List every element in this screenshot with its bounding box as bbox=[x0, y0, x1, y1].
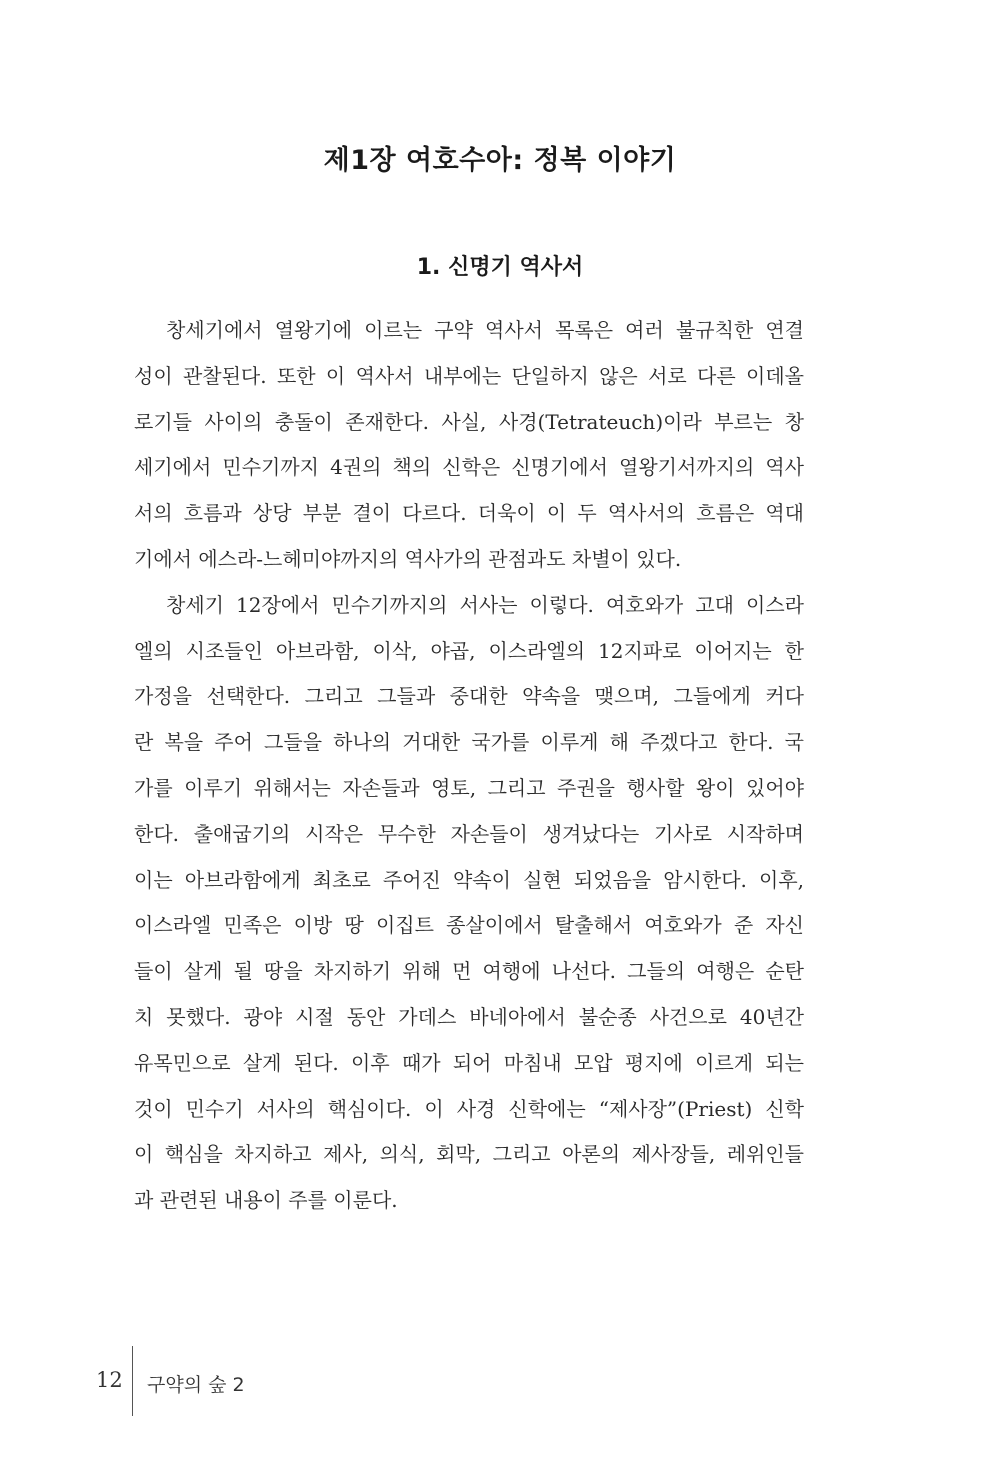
text-line: 기에서 에스라-느헤미야까지의 역사가의 관점과도 차별이 있다. bbox=[134, 546, 682, 571]
text-line: 유목민으로 살게 된다. 이후 때가 되어 마침내 모압 평지에 이르게 되는 bbox=[134, 1050, 804, 1075]
body-text bbox=[134, 308, 804, 1224]
text-line: 성이 관찰된다. 또한 이 역사서 내부에는 단일하지 않은 서로 다른 이데올 bbox=[134, 363, 804, 388]
page-number: 12 bbox=[96, 1368, 123, 1392]
text-line: 창세기에서 열왕기에 이르는 구약 역사서 목록은 여러 불규칙한 연결 bbox=[166, 318, 804, 342]
text-line: 한다. 출애굽기의 시작은 무수한 자손들이 생겨났다는 기사로 시작하며 bbox=[134, 821, 804, 846]
page-footer bbox=[96, 1346, 245, 1416]
text-line: 치 못했다. 광야 시절 동안 가데스 바네아에서 불순종 사건으로 40년간 bbox=[134, 1004, 804, 1029]
text-line: 가정을 선택한다. 그리고 그들과 중대한 약속을 맺으며, 그들에게 커다 bbox=[134, 684, 804, 709]
text-line: 이 핵심을 차지하고 제사, 의식, 회막, 그리고 아론의 제사장들, 레위인들 bbox=[134, 1142, 804, 1167]
section-title: 1. 신명기 역사서 bbox=[416, 255, 584, 280]
text-line: 들이 살게 될 땅을 차지하기 위해 먼 여행에 나선다. 그들의 여행은 순탄 bbox=[134, 959, 804, 984]
text-line: 로기들 사이의 충돌이 존재한다. 사실, 사경(Tetrateuch)이라 부르는 창 bbox=[134, 409, 804, 434]
text-line: 세기에서 민수기까지 4권의 책의 신학은 신명기에서 열왕기서까지의 역사 bbox=[134, 455, 804, 480]
text-line: 이스라엘 민족은 이방 땅 이집트 종살이에서 탈출해서 여호와가 준 자신 bbox=[134, 913, 804, 938]
paragraph bbox=[134, 308, 804, 583]
text-line: 이는 아브라함에게 최초로 주어진 약속이 실현 되었음을 암시한다. 이후, bbox=[134, 867, 804, 892]
paragraph bbox=[134, 583, 804, 1224]
text-line: 서의 흐름과 상당 부분 결이 다르다. 더욱이 이 두 역사서의 흐름은 역대 bbox=[134, 501, 804, 526]
text-line: 란 복을 주어 그들을 하나의 거대한 국가를 이루게 해 주겠다고 한다. 국 bbox=[134, 730, 804, 755]
text-line: 것이 민수기 서사의 핵심이다. 이 사경 신학에는 “제사장”(Priest) 신학 bbox=[134, 1096, 804, 1121]
text-line: 가를 이루기 위해서는 자손들과 영토, 그리고 주권을 행사할 왕이 있어야 bbox=[134, 775, 804, 800]
book-title: 구약의 숲 2 bbox=[147, 1374, 245, 1396]
text-line: 엘의 시조들인 아브라함, 이삭, 야곱, 이스라엘의 12지파로 이어지는 한 bbox=[134, 638, 804, 663]
text-line: 창세기 12장에서 민수기까지의 서사는 이렇다. 여호와가 고대 이스라 bbox=[166, 592, 804, 617]
chapter-title: 제1장 여호수아: 정복 이야기 bbox=[323, 145, 677, 176]
footer-divider bbox=[132, 1346, 133, 1416]
text-line: 과 관련된 내용이 주를 이룬다. bbox=[134, 1188, 398, 1213]
